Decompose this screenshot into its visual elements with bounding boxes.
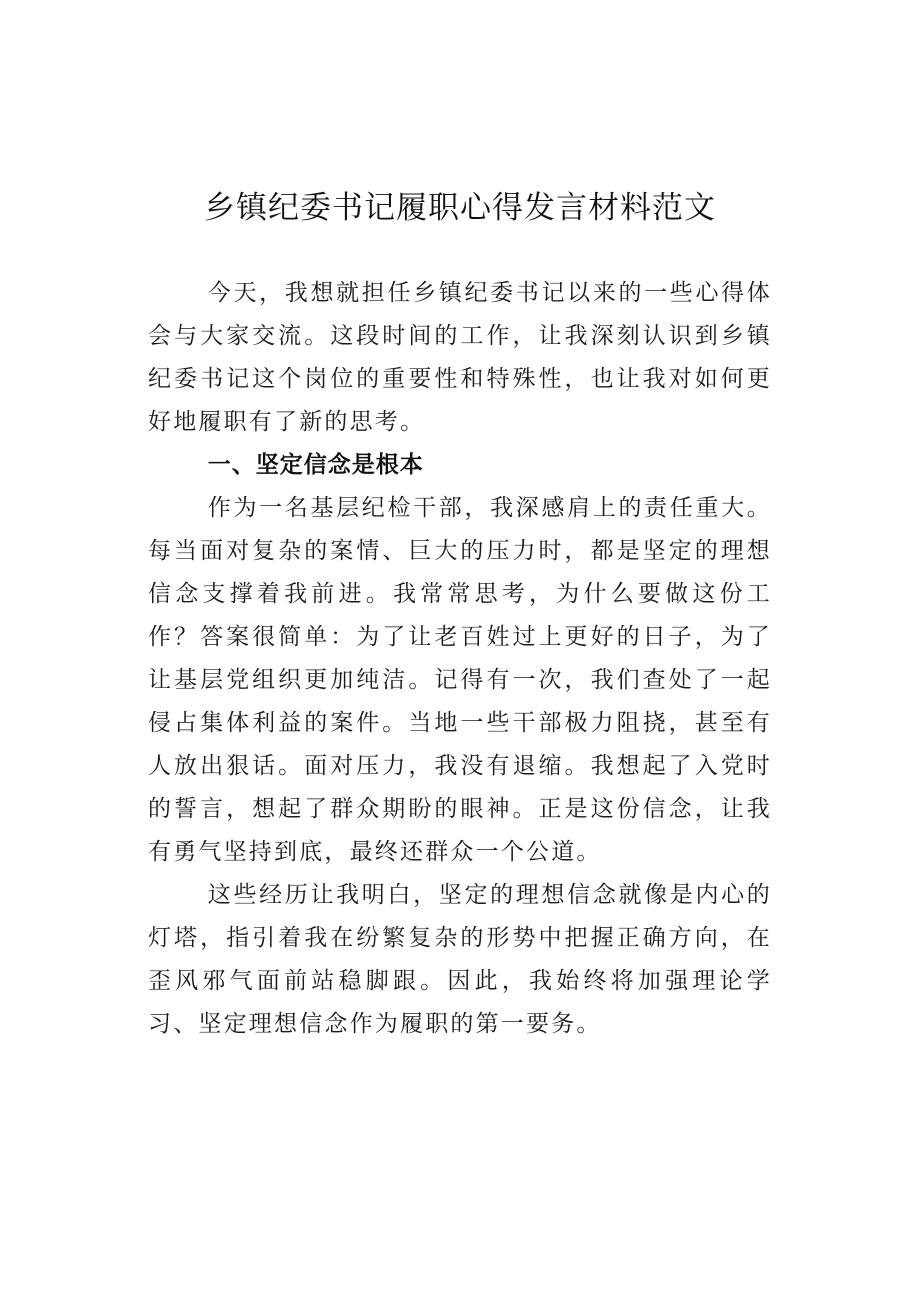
section-1-paragraph-2: 这些经历让我明白，坚定的理想信念就像是内心的灯塔，指引着我在纷繁复杂的形势中把握正确方向，在歪风邪气面前站稳脚跟。因此，我始终将加强理论学习、坚定理想信念作为履职的第一要务。	[148, 882, 772, 1037]
section-1-paragraph-1: 作为一名基层纪检干部，我深感肩上的责任重大。每当面对复杂的案情、巨大的压力时，都是坚定的理想信念支撑着我前进。我常常思考，为什么要做这份工作？答案很简单：为了让老百姓过上更好的日子，为了让基层党组织更加纯洁。记得有一次，我们查处了一起侵占集体利益的案件。当地一些干部极力阻挠，甚至有人放出狠话。面对压力，我没有退缩。我想起了入党时的誓言，想起了群众期盼的眼神。正是这份信念，让我有勇气坚持到底，最终还群众一个公道。	[148, 495, 772, 865]
intro-paragraph: 今天，我想就担任乡镇纪委书记以来的一些心得体会与大家交流。这段时间的工作，让我深刻认识到乡镇纪委书记这个岗位的重要性和特殊性，也让我对如何更好地履职有了新的思考。	[148, 280, 772, 435]
document-title: 乡镇纪委书记履职心得发言材料范文	[204, 190, 716, 226]
document-body	[148, 186, 772, 1046]
section-heading-1: 一、坚定信念是根本	[207, 452, 424, 478]
